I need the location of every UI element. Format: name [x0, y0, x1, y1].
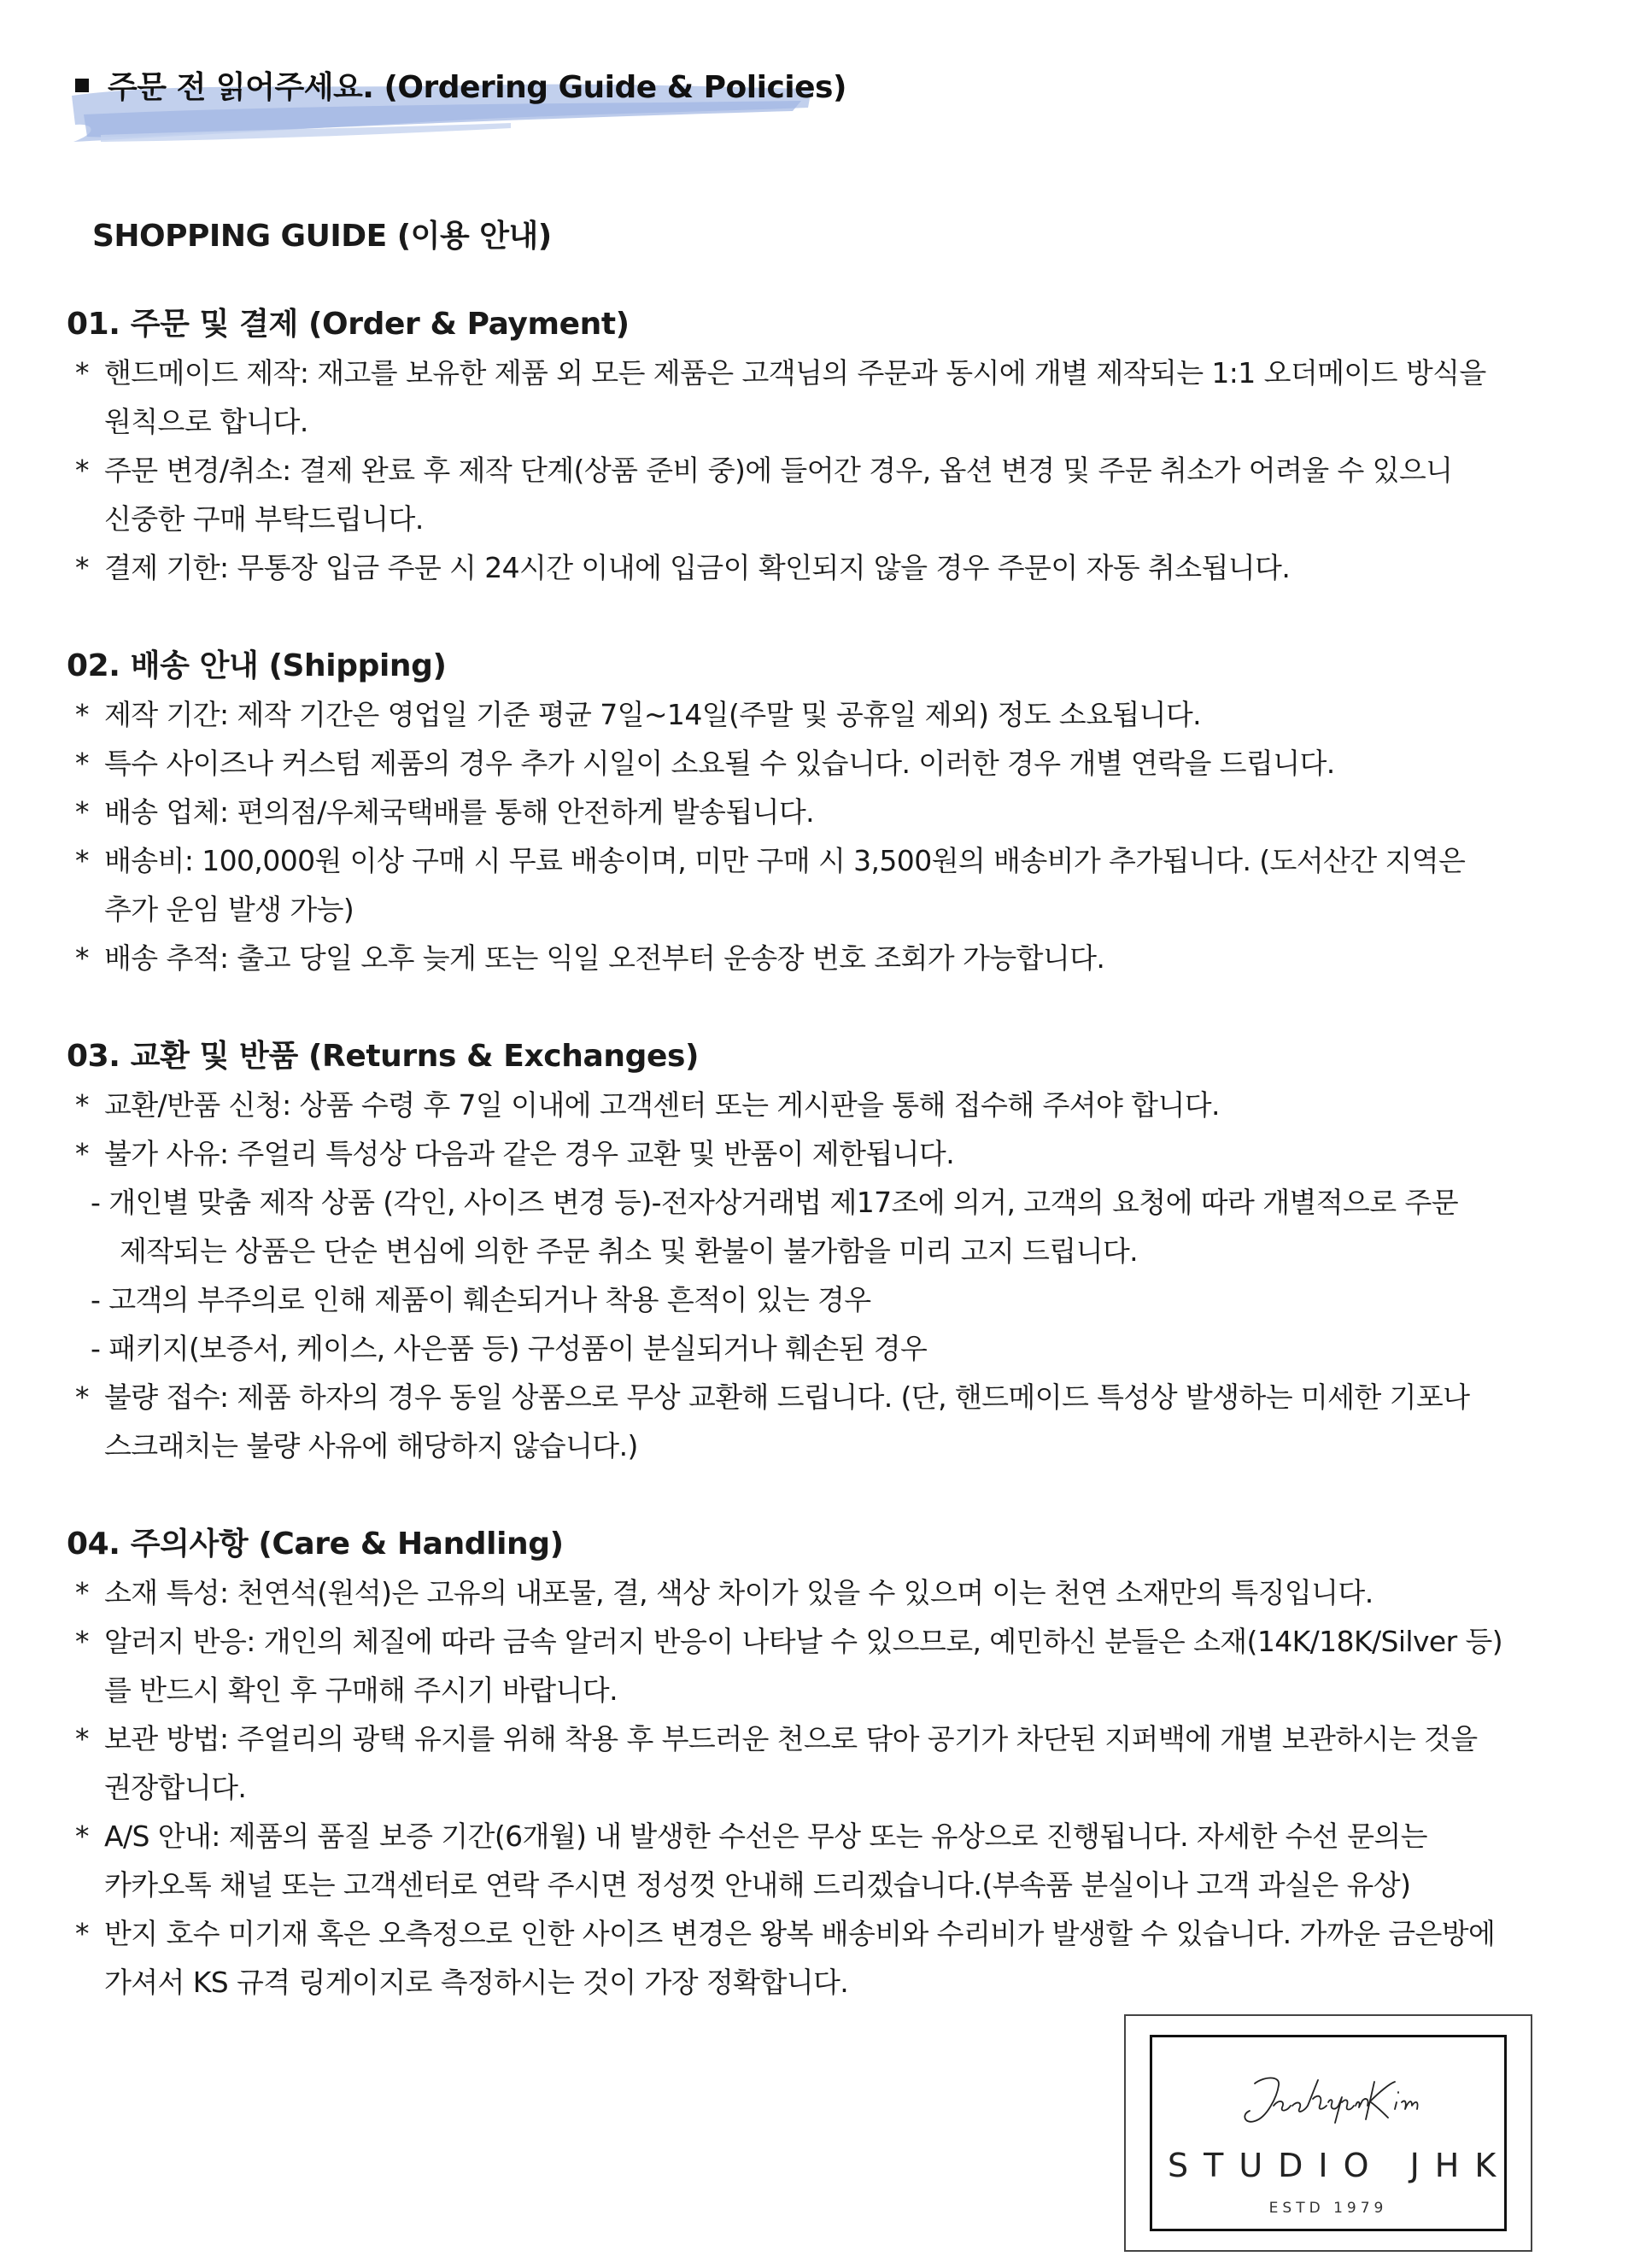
asterisk-icon: * [75, 551, 89, 584]
asterisk-icon: * [75, 941, 89, 975]
studio-logo [1124, 2014, 1532, 2252]
header-title [75, 63, 846, 107]
asterisk-icon: * [75, 698, 89, 731]
list-item: * 불가 사유: 주얼리 특성상 다음과 같은 경우 교환 및 반품이 제한됩니다. [67, 1129, 1587, 1178]
section-title: 02. 배송 안내 (Shipping) [67, 648, 447, 683]
list-item-continuation: 신중한 구매 부탁드립니다. [104, 502, 424, 536]
list-item: * 배송비: 100,000원 이상 구매 시 무료 배송이며, 미만 구매 시 3,500원의 배송비가 추가됩니다. (도서산간 지역은 [67, 836, 1587, 885]
sub-list-item: - 개인별 맞춤 제작 상품 (각인, 사이즈 변경 등)-전자상거래법 제17조에 의거, 고객의 요청에 따라 개별적으로 주문 [91, 1186, 1459, 1219]
asterisk-icon: * [75, 747, 89, 780]
list-item: * 배송 업체: 편의점/우체국택배를 통해 안전하게 발송됩니다. [67, 788, 1587, 836]
asterisk-icon: * [75, 795, 89, 829]
list-item: * 주문 변경/취소: 결제 완료 후 제작 단계(상품 준비 중)에 들어간 경우, 옵션 변경 및 주문 취소가 어려울 수 있으니 [67, 446, 1587, 495]
asterisk-icon: * [75, 1088, 89, 1122]
asterisk-icon: * [75, 1137, 89, 1170]
list-item-continuation: 추가 운임 발생 가능) [104, 893, 354, 926]
asterisk-icon: * [75, 356, 89, 390]
asterisk-icon: * [75, 1820, 89, 1853]
asterisk-icon: * [75, 454, 89, 487]
asterisk-icon: * [75, 844, 89, 877]
list-item: * 보관 방법: 주얼리의 광택 유지를 위해 착용 후 부드러운 천으로 닦아 공기가 차단된 지퍼백에 개별 보관하시는 것을 [67, 1714, 1587, 1763]
list-item: * 특수 사이즈나 커스텀 제품의 경우 추가 시일이 소요될 수 있습니다. 이러한 경우 개별 연락을 드립니다. [67, 739, 1587, 788]
studio-logo-frame [1150, 2035, 1512, 2231]
section-title: 03. 교환 및 반품 (Returns & Exchanges) [67, 1039, 700, 1074]
signature-logo [1229, 2068, 1434, 2136]
section-title: 01. 주문 및 결제 (Order & Payment) [67, 307, 630, 342]
guide-title: SHOPPING GUIDE (이용 안내) [92, 219, 552, 254]
list-item: * 불량 접수: 제품 하자의 경우 동일 상품으로 무상 교환해 드립니다. (단, 핸드메이드 특성상 발생하는 미세한 기포나 [67, 1373, 1587, 1421]
section-returns-exchanges [67, 1033, 1587, 1470]
header-title-text: 주문 전 읽어주세요. (Ordering Guide & Policies) [108, 70, 846, 105]
list-item: * 소재 특성: 천연석(원석)은 고유의 내포물, 결, 색상 차이가 있을 수 있으며 이는 천연 소재만의 특징입니다. [67, 1568, 1587, 1617]
established-year: ESTD 1979 [1268, 2200, 1388, 2217]
sub-list-item: - 고객의 부주의로 인해 제품이 훼손되거나 착용 흔적이 있는 경우 [91, 1283, 871, 1316]
list-item: * 핸드메이드 제작: 재고를 보유한 제품 외 모든 제품은 고객님의 주문과 동시에 개별 제작되는 1:1 오더메이드 방식을 [67, 349, 1587, 397]
list-item: * 제작 기간: 제작 기간은 영업일 기준 평균 7일~14일(주말 및 공휴일 제외) 정도 소요됩니다. [67, 690, 1587, 739]
header [67, 55, 846, 149]
list-item: * 반지 호수 미기재 혹은 오측정으로 인한 사이즈 변경은 왕복 배송비와 수리비가 발생할 수 있습니다. 가까운 금은방에 [67, 1909, 1587, 1958]
section-care-handling [67, 1521, 1587, 2007]
sub-list-item-continuation: 제작되는 상품은 단순 변심에 의한 주문 취소 및 환불이 불가함을 미리 고지 드립니다. [120, 1234, 1139, 1268]
list-item: * 교환/반품 신청: 상품 수령 후 7일 이내에 고객센터 또는 게시판을 통해 접수해 주셔야 합니다. [67, 1081, 1587, 1129]
asterisk-icon: * [75, 1722, 89, 1755]
sub-list-item: - 패키지(보증서, 케이스, 사은품 등) 구성품이 분실되거나 훼손된 경우 [91, 1332, 928, 1365]
section-title: 04. 주의사항 (Care & Handling) [67, 1527, 564, 1562]
list-item: * 배송 추적: 출고 당일 오후 늦게 또는 익일 오전부터 운송장 번호 조회가 가능합니다. [67, 934, 1587, 982]
section-shipping [67, 642, 1587, 982]
asterisk-icon: * [75, 1576, 89, 1609]
list-item-continuation: 원칙으로 합니다. [104, 405, 308, 438]
asterisk-icon: * [75, 1380, 89, 1414]
list-item-continuation: 카카오톡 채널 또는 고객센터로 연락 주시면 정성껏 안내해 드리겠습니다.(부속품 분실이나 고객 과실은 유상) [104, 1868, 1411, 1902]
studio-name: STUDIO JHK [1168, 2147, 1512, 2184]
list-item-continuation: 가셔서 KS 규격 링게이지로 측정하시는 것이 가장 정확합니다. [104, 1966, 849, 1999]
list-item-continuation: 스크래치는 불량 사유에 해당하지 않습니다.) [104, 1429, 638, 1462]
square-bullet-icon [75, 79, 89, 92]
asterisk-icon: * [75, 1917, 89, 1950]
list-item: * 결제 기한: 무통장 입금 주문 시 24시간 이내에 입금이 확인되지 않을 경우 주문이 자동 취소됩니다. [67, 543, 1587, 592]
section-order-payment [67, 301, 1587, 592]
list-item-continuation: 권장합니다. [104, 1771, 247, 1804]
list-item-continuation: 를 반드시 확인 후 구매해 주시기 바랍니다. [104, 1673, 618, 1707]
asterisk-icon: * [75, 1625, 89, 1658]
list-item: * 알러지 반응: 개인의 체질에 따라 금속 알러지 반응이 나타날 수 있으므로, 예민하신 분들은 소재(14K/18K/Silver 등) [67, 1617, 1587, 1666]
list-item: * A/S 안내: 제품의 품질 보증 기간(6개월) 내 발생한 수선은 무상 또는 유상으로 진행됩니다. 자세한 수선 문의는 [67, 1812, 1587, 1861]
